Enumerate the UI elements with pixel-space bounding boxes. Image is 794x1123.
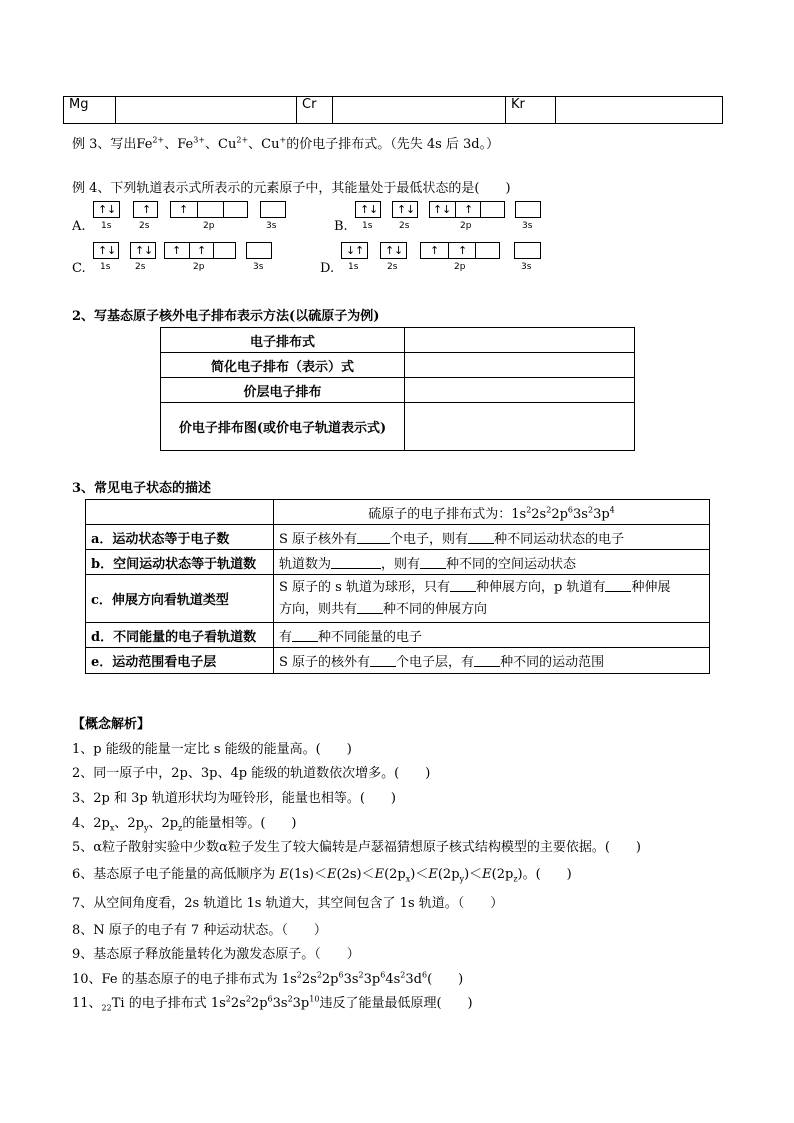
cell-kr: Kr [506, 97, 556, 124]
section-2-title: 2、写基态原子核外电子排布表示方法(以硫原子为例) [72, 309, 380, 324]
blank[interactable] [468, 531, 494, 544]
section-3-title: 3、常见电子状态的描述 [72, 481, 212, 496]
blank[interactable] [292, 629, 318, 642]
blank[interactable] [605, 579, 631, 592]
blank[interactable] [474, 654, 500, 667]
row-a-content: S 原子核外有 个电子，则有 种不同运动状态的电子 [274, 525, 710, 550]
blank[interactable] [370, 654, 396, 667]
row-d-label: d．不同能量的电子看轨道数 [86, 623, 274, 648]
cell-kr-answer[interactable] [556, 97, 723, 124]
row-b-content: 轨道数为 ，则有 种不同的空间运动状态 [274, 550, 710, 575]
concepts-title: 【概念解析】 [72, 717, 151, 732]
cell-cr-answer[interactable] [333, 97, 506, 124]
blank[interactable] [357, 531, 390, 544]
row-b-label: b．空间运动状态等于轨道数 [86, 550, 274, 575]
concept-item-7: 7、从空间角度看，2s 轨道比 1s 轨道大，其空间包含了 1s 轨道。（ ） [72, 896, 504, 911]
row-label-config: 电子排布式 [161, 328, 405, 353]
answer-config[interactable] [405, 328, 635, 353]
answer-valence[interactable] [405, 378, 635, 403]
element-table [63, 96, 723, 124]
option-a-label: A. [72, 219, 86, 234]
cell-mg-answer[interactable] [116, 97, 297, 124]
cell-cr: Cr [297, 97, 333, 124]
blank[interactable] [420, 556, 446, 569]
row-a-label: a．运动状态等于电子数 [86, 525, 274, 550]
example-3: 例 3、写出$Fe^{2+}$、$Fe^{3+}$、$Cu^{2+}$、Cu+的价电子排布式。（先失 4s 后 3d。） [72, 135, 500, 152]
sulfur-config-header: 硫原子的电子排布式为：$1s^22s^22p^63s^23p^4$ [274, 500, 710, 525]
concept-item-1: 1、p 能级的能量一定比 s 能级的能量高。( ) [72, 742, 352, 757]
concept-item-11: 11、$_{22}$Ti 的电子排布式 $1s^22s^22p^63s^23p^{10}$违反了能量最低原理( ) [72, 994, 473, 1013]
concept-item-8: 8、N 原子的电子有 7 种运动状态。（ ） [72, 923, 327, 938]
row-c-content: S 原子的 s 轨道为球形，只有 种伸展方向，p 轨道有 种伸展 方向，则共有 种不同的伸展方向 [274, 575, 710, 623]
concept-item-2: 2、同一原子中，2p、3p、4p 能级的轨道数依次增多。( ) [72, 766, 431, 781]
concept-item-10: 10、Fe 的基态原子的电子排布式为 $1s^22s^22p^63s^23p^64s^23d^6$( ) [72, 970, 464, 987]
row-label-orbital-diagram: 价电子排布图(或价电子轨道表示式) [161, 403, 405, 451]
concept-item-3: 3、2p 和 3p 轨道形状均为哑铃形，能量也相等。( ) [72, 791, 396, 806]
sulfur-notation-table [160, 327, 635, 451]
concept-item-6: 6、基态原子电子能量的高低顺序为 $E(1s)<E(2s)<E(2p_x)<E(2p_y)<E(2p_z)$。( ) [72, 867, 572, 884]
electron-state-table [85, 499, 710, 674]
option-c-label: C. [72, 261, 86, 276]
row-e-content: S 原子的核外有 个电子层，有 种不同的运动范围 [274, 648, 710, 674]
concept-item-4: 4、$2p_x$、$2p_y$、$2p_z$的能量相等。( ) [72, 816, 297, 833]
answer-simplified[interactable] [405, 353, 635, 378]
row-label-simplified: 简化电子排布（表示）式 [161, 353, 405, 378]
concept-item-5: 5、α粒子散射实验中少数α粒子发生了较大偏转是卢瑟福猜想原子核式结构模型的主要依据。( ) [72, 840, 641, 855]
cell-mg: Mg [64, 97, 116, 124]
example-4-question: 例 4、下列轨道表示式所表示的元素原子中，其能量处于最低状态的是( ) [72, 181, 511, 196]
row-d-content: 有 种不同能量的电子 [274, 623, 710, 648]
concept-item-9: 9、基态原子释放能量转化为激发态原子。（ ） [72, 947, 360, 962]
answer-orbital-diagram[interactable] [405, 403, 635, 451]
option-d-label: D. [320, 261, 335, 276]
blank[interactable] [357, 601, 383, 614]
header-empty [86, 500, 274, 525]
option-b-label: B. [334, 219, 348, 234]
blank[interactable] [450, 579, 476, 592]
row-c-label: c．伸展方向看轨道类型 [86, 575, 274, 623]
row-label-valence: 价层电子排布 [161, 378, 405, 403]
blank[interactable] [331, 556, 381, 569]
row-e-label: e．运动范围看电子层 [86, 648, 274, 674]
